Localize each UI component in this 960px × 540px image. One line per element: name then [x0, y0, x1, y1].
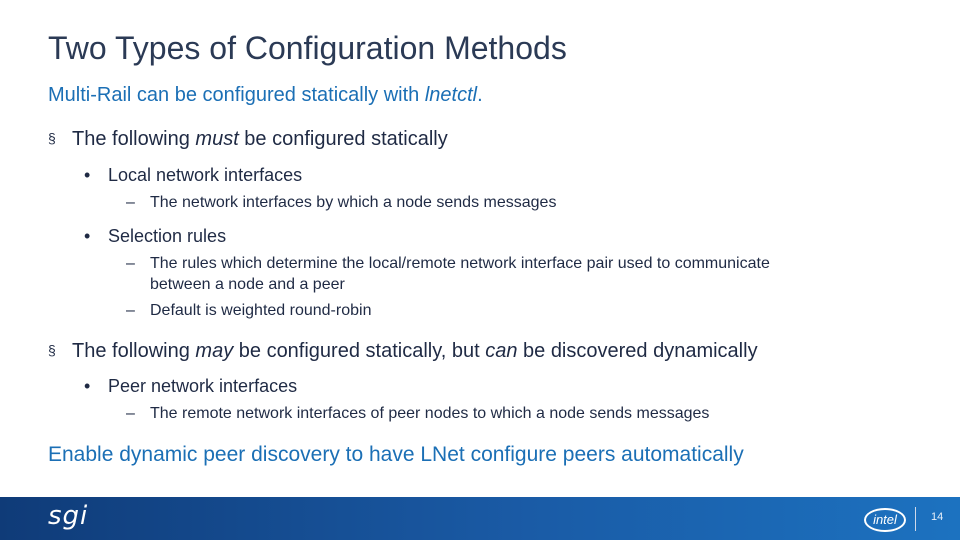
detail-text: The network interfaces by which a node sends messages	[150, 194, 557, 211]
bullet-emph: can	[485, 340, 518, 362]
bullet-text: The following	[72, 340, 196, 362]
sub-bullet-text: Selection rules	[108, 226, 227, 246]
bullet-emph: may	[195, 340, 234, 362]
detail-selection-rules	[126, 255, 770, 273]
dash-bullet-icon: –	[126, 302, 135, 319]
subtitle-suffix: .	[477, 84, 483, 106]
dash-bullet-icon: –	[126, 405, 135, 422]
sub-bullet-text: Peer network interfaces	[108, 376, 298, 396]
detail-local-interfaces	[126, 194, 556, 212]
conclusion-note: Enable dynamic peer discovery to have LNet configure peers automatically	[48, 443, 744, 466]
slide-subtitle	[48, 84, 483, 107]
dash-bullet-icon: –	[126, 194, 135, 211]
sub-bullet-peer-interfaces	[84, 376, 297, 397]
bullet-text: The following	[72, 128, 196, 150]
dot-bullet-icon: •	[84, 165, 91, 185]
detail-selection-rules-cont: between a node and a peer	[150, 276, 345, 293]
bullet-may-configure	[48, 340, 758, 363]
footer-divider	[915, 507, 916, 531]
detail-default-round-robin	[126, 302, 371, 320]
detail-text: The rules which determine the local/remote network interface pair used to communicate	[150, 255, 770, 272]
sgi-logo: sgi	[48, 501, 89, 531]
footer-bar	[0, 497, 960, 540]
section-bullet-icon: §	[48, 342, 56, 358]
slide-title: Two Types of Configuration Methods	[48, 30, 567, 66]
section-bullet-icon: §	[48, 130, 56, 146]
dot-bullet-icon: •	[84, 226, 91, 246]
dash-bullet-icon: –	[126, 255, 135, 272]
sub-bullet-selection-rules	[84, 226, 226, 247]
subtitle-command: lnetctl	[424, 84, 478, 106]
bullet-text: be configured statically	[238, 128, 448, 150]
page-number: 14	[931, 511, 944, 523]
subtitle-prefix: Multi-Rail can be configured statically with	[48, 84, 425, 106]
intel-logo: intel	[864, 508, 906, 532]
detail-text: The remote network interfaces of peer nodes to which a node sends messages	[150, 405, 710, 422]
bullet-must-configure	[48, 128, 448, 151]
detail-peer-interfaces	[126, 405, 709, 423]
bullet-emph: must	[195, 128, 239, 150]
dot-bullet-icon: •	[84, 376, 91, 396]
sub-bullet-local-interfaces	[84, 165, 302, 186]
bullet-text: be configured statically, but	[233, 340, 486, 362]
sub-bullet-text: Local network interfaces	[108, 165, 303, 185]
detail-text: Default is weighted round-robin	[150, 302, 372, 319]
bullet-text: be discovered dynamically	[517, 340, 758, 362]
